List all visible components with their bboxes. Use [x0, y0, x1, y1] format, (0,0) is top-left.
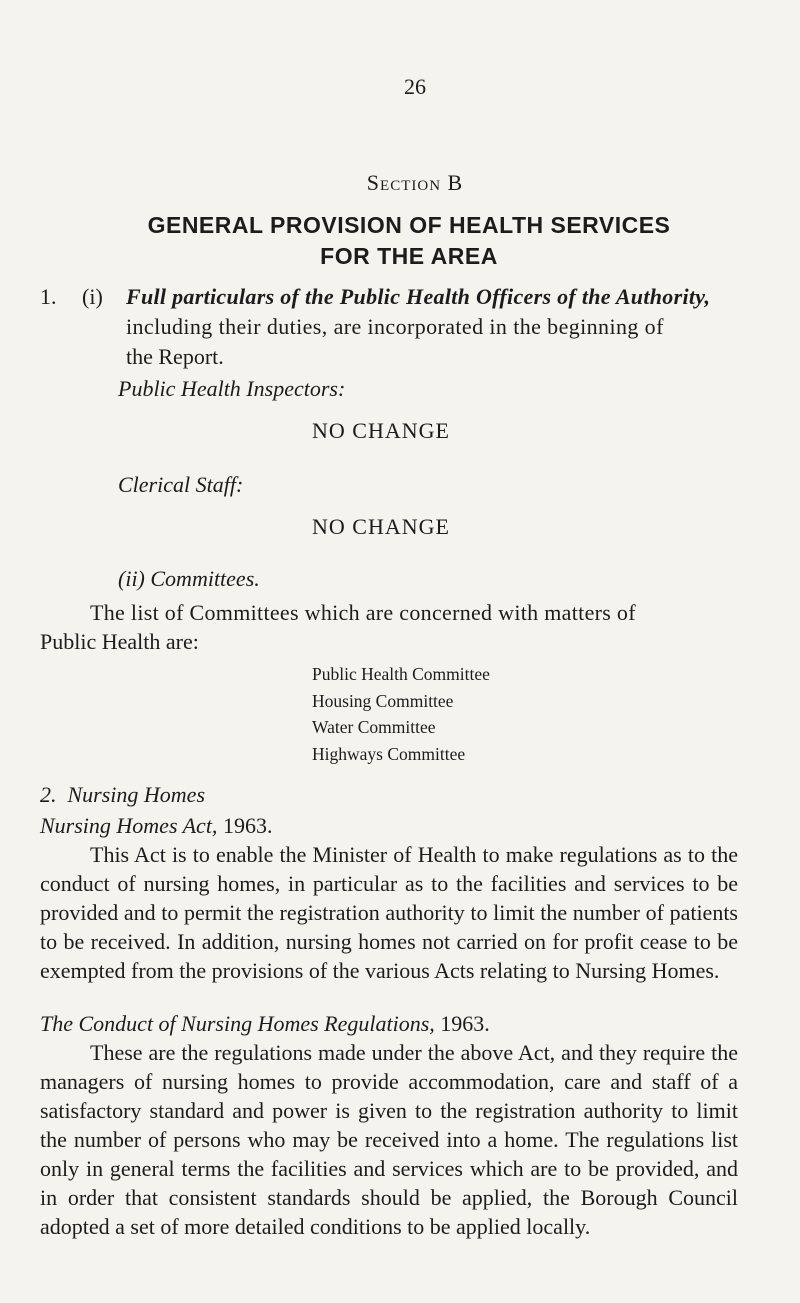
committees-list	[312, 661, 490, 767]
regulations-title	[40, 1009, 490, 1039]
regulations-paragraph: These are the regulations made under the above Act, and they require the managers of nursing homes to provide accommodation, care and staff of a satisfactory standard and power is given to the registration authority to limit the number of persons who may be received into a home. The regulations list only in general terms the facilities and services which are to be provided, and in order that consistent standards should be applied, the Borough Council adopted a set of more detailed conditions to be applied locally.	[40, 1040, 738, 1239]
clerical-staff-label: Clerical Staff:	[118, 472, 244, 497]
public-health-inspectors-value: NO CHANGE	[312, 418, 450, 443]
list-item: Water Committee	[312, 717, 436, 737]
act-title: Nursing Homes Act,	[40, 813, 218, 838]
list-item: Public Health Committee	[312, 664, 490, 684]
item-1-line-2: including their duties, are incorporated in the beginning of	[126, 314, 664, 339]
nursing-homes-act-paragraph: This Act is to enable the Minister of Health to make regulations as to the conduct of nursing homes, in particular as to the facilities and services to be provided and to permit the registration authority to limit the number of patients to be received. In addition, nursing homes not carried on for profit cease to be exempted from the provisions of the various Acts relating to Nursing Homes.	[40, 842, 738, 983]
committees-intro-line-1: The list of Committees which are concerned with matters of	[90, 600, 636, 625]
page-number: 26	[404, 74, 426, 99]
item-1-text	[126, 282, 754, 372]
page-heading-line-2: FOR THE AREA	[320, 243, 498, 269]
regulations-title-text: The Conduct of Nursing Homes Regulations,	[40, 1011, 435, 1036]
committees-intro-line-2: Public Health are:	[40, 629, 199, 654]
list-item: Highways Committee	[312, 743, 466, 764]
nursing-homes-heading: 2. Nursing Homes	[40, 782, 206, 807]
item-1-sublabel: (i)	[82, 284, 103, 309]
regulations-year: 1963.	[434, 1011, 490, 1036]
clerical-staff-value: NO CHANGE	[312, 514, 450, 539]
item-1-title: Full particulars of the Public Health Officers of the Authority,	[126, 284, 711, 309]
public-health-inspectors-label: Public Health Inspectors:	[118, 376, 346, 401]
list-item: Housing Committee	[312, 690, 454, 711]
page-heading-line-1: GENERAL PROVISION OF HEALTH SERVICES	[147, 212, 671, 238]
item-1-number: 1.	[40, 284, 57, 309]
committees-label: (ii) Committees.	[118, 566, 260, 591]
section-title: Section B	[366, 170, 464, 195]
item-1-line-3: the Report.	[126, 344, 224, 369]
nursing-homes-act-title	[40, 811, 272, 841]
act-year: 1963.	[217, 813, 273, 838]
